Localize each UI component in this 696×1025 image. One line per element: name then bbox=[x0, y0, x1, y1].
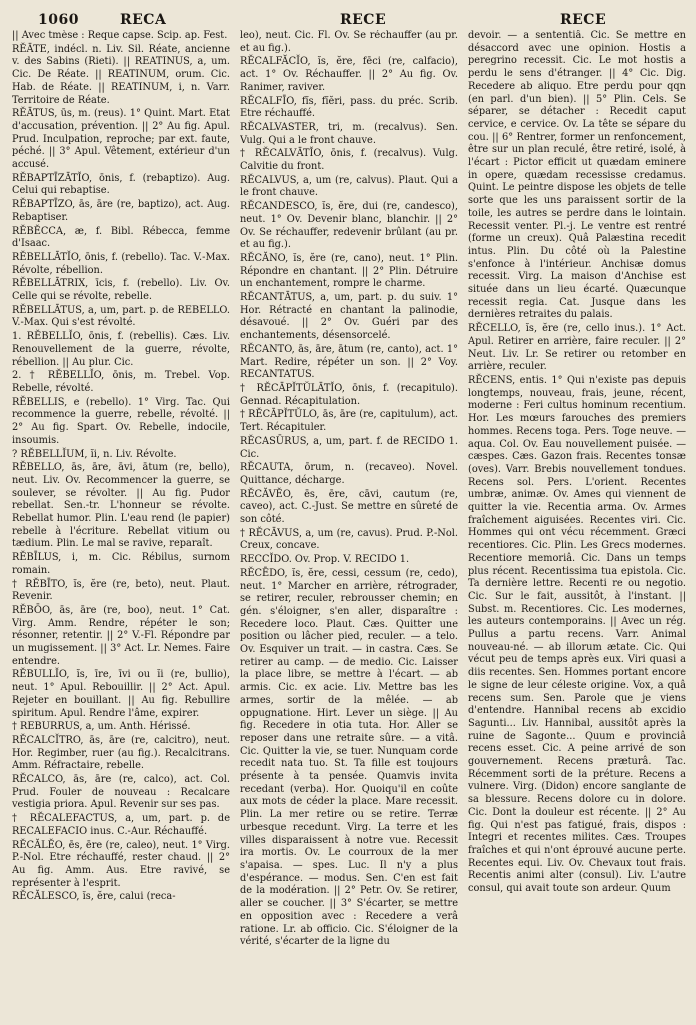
dictionary-entry: RĔCAUTA, ōrum, n. (recaveo). Novel. Quittance, décharge. bbox=[240, 462, 458, 486]
dictionary-entry: RĔBELLĀTUS, a, um, part. p. de REBELLO. V.-Max. Qui s'est révolté. bbox=[12, 304, 230, 329]
dictionary-entry: leo), neut. Cic. Fl. Ov. Se réchauffer (au pr. et au fig.). bbox=[240, 30, 458, 54]
dictionary-entry: RĔCALFĂCĬO, ĭs, ĕre, fēci (re, calfacio), act. 1° Ov. Réchauffer. || 2° Au fig. Ov. Ranimer, raviver. bbox=[240, 56, 458, 93]
dictionary-entry: RĔCANTO, ās, āre, ātum (re, canto), act. 1° Mart. Redire, répéter un son. || 2° Voy. RECANTATUS. bbox=[240, 343, 458, 381]
dictionary-entry: RĔCĂLĔO, ēs, ēre (re, caleo), neut. 1° Virg. P.-Nol. Etre réchauffé, rester chaud. || 2° Au fig. Amm. Aus. Etre ravivé, se représenter à l'esprit. bbox=[12, 839, 230, 889]
dictionary-entry: RĔCALCĬTRO, ās, āre (re, calcitro), neut. Hor. Regimber, ruer (au fig.). Recalcitrans. Amm. Réfractaire, rebelle. bbox=[12, 734, 230, 772]
dictionary-entry: RĔCASŪRUS, a, um, part. f. de RECIDO 1. Cic. bbox=[240, 435, 458, 460]
header-word-right: RECE bbox=[560, 12, 607, 28]
page-number: 1060 bbox=[38, 12, 79, 28]
dictionary-entry: RĔBAPTĪZĀTĬO, ōnis, f. (rebaptizo). Aug. Celui qui rebaptise. bbox=[12, 172, 230, 197]
dictionary-entry: devoir. — a sententiâ. Cic. Se mettre en désaccord avec une opinion. Hostis a peregrino recessit. Cic. Le mot hostis a perdu le sens d'étranger. || 4° Cic. Dig. Recedere ab aliquo. Etre perdu pour qqn (en parl. d'un bien). || 5° Plin. Cels. Se séparer, se détacher : Recedit caput cervice, e cervice. Ov. La tête se sépare du cou. || 6° Rentrer, former un renfoncement, être sur un plan reculé, être retiré, isolé, à l'écart : Pictor efficit ut quædam eminere in opere, quædam recessisse credamus. Quint. Le peintre dispose les objets de telle sorte que les uns paraissent sortir de la toile, les autres se perdre dans le lointain. Recessit venter. Pl.-j. Le ventre est rentré (forme un creux). Quâ Palæstina recedit intus. Plin. Du côté où la Palestine s'enfonce à l'intérieur. Anchisæ domus recessit. Virg. La maison d'Anchise est située dans un lieu écarté. Quæcunque recessit regia. Cat. Jusque dans les dernières retraites du palais. bbox=[468, 30, 686, 321]
dictionary-entry: † RĔCĀPĬTŬLĀTĬO, ōnis, f. (recapitulo). Gennad. Récapitulation. bbox=[240, 382, 458, 407]
column-right bbox=[468, 30, 686, 1020]
running-header bbox=[12, 8, 686, 30]
dictionary-entry: RĔĀTUS, ūs, m. (reus). 1° Quint. Mart. Etat d'accusation, prévention. || 2° Au fig. Apul. Prud. Inculpation, reproche; par ext. faute, péché. || 3° Apul. Vêtement, extérieur d'un accusé. bbox=[12, 108, 230, 171]
dictionary-entry: RĔCELLO, ĭs, ĕre (re, cello inus.). 1° Act. Apul. Retirer en arrière, faire reculer. || 2° Neut. Liv. Lr. Se retirer ou retomber en arrière, reculer. bbox=[468, 323, 686, 373]
dictionary-entry: RĔBELLĀTRIX, īcis, f. (rebello). Liv. Ov. Celle qui se révolte, rebelle. bbox=[12, 278, 230, 303]
dictionary-entry: 2. † RĔBELLĬO, ōnis, m. Trebel. Vop. Rebelle, révolté. bbox=[12, 370, 230, 394]
dictionary-entry: RĔBŌO, ās, āre (re, boo), neut. 1° Cat. Virg. Amm. Rendre, répéter le son; résonner, retentir. || 2° V.-Fl. Répondre par un mugissement. || 3° Act. Lr. Nemes. Faire entendre. bbox=[12, 604, 230, 667]
dictionary-entry: ? RĔBELLĬUM, ĭi, n. Liv. Révolte. bbox=[12, 448, 177, 460]
dictionary-entry: RĔCANTĀTUS, a, um, part. p. du suiv. 1° Hor. Rétracté en chantant la palinodie, désavoué. || 2° Ov. Guéri par des enchantements, désensorcelé. bbox=[240, 292, 458, 342]
dictionary-entry: RĔBELLĀTĬO, ōnis, f. (rebello). Tac. V.-Max. Révolte, rébellion. bbox=[12, 251, 230, 276]
dictionary-entry: † REBURRUS, a, um. Anth. Hérissé. bbox=[12, 721, 191, 733]
dictionary-entry: RĔCĂLESCO, ĭs, ĕre, calui (reca- bbox=[12, 891, 176, 903]
dictionary-entry: † RĔCALEFACTUS, a, um, part. p. de RECALEFACIO inus. C.-Aur. Réchauffé. bbox=[12, 813, 230, 837]
dictionary-entry: RECCĬDO. Ov. Prop. V. RECIDO 1. bbox=[240, 554, 410, 566]
column-center bbox=[240, 30, 458, 1020]
dictionary-entry: RĔCANDESCO, ĭs, ĕre, dui (re, candesco), neut. 1° Ov. Devenir blanc, blanchir. || 2° Ov. Se réchauffer, redevenir brûlant (au pr. et au fig.). bbox=[240, 201, 458, 251]
dictionary-entry: RĔCALVUS, a, um (re, calvus). Plaut. Qui a le front chauve. bbox=[240, 174, 458, 199]
dictionary-entry: † RĔCALVĀTĬO, ōnis, f. (recalvus). Vulg. Calvitie du front. bbox=[240, 148, 458, 173]
dictionary-entry: RĔBELLIS, e (rebello). 1° Virg. Tac. Qui recommence la guerre, rebelle, révolté. || 2° Au fig. Spart. Ov. Rebelle, indocile, insoumis. bbox=[12, 396, 230, 446]
dictionary-entry: RĔĀTE, indécl. n. Liv. Sil. Réate, ancienne v. des Sabins (Rieti). || REATINUS, a, um. Cic. De Réate. || REATINUM, orum. Cic. Hab. de Réate. || REATINUM, i, n. Varr. Territoire de Réate. bbox=[12, 43, 230, 106]
header-word-center: RECE bbox=[340, 12, 387, 28]
dictionary-entry: RĔBULLĬO, ĭs, īre, īvi ou ĭi (re, bullio), neut. 1° Apul. Rebouillir. || 2° Act. Apul. Rejeter en bouillant. || Au fig. Rebullire spiritum. Apul. Rendre l'âme, expirer. bbox=[12, 669, 230, 719]
dictionary-entry: RĔBĔCCA, æ, f. Bibl. Rébecca, femme d'Isaac. bbox=[12, 225, 230, 250]
dictionary-entry: RĔCALFĪO, fĭs, fĭĕri, pass. du préc. Scrib. Etre réchauffé. bbox=[240, 95, 458, 120]
dictionary-entry: RĔCĒDO, ĭs, ĕre, cessi, cessum (re, cedo), neut. 1° Marcher en arrière, rétrograder, se retirer, reculer, rebrousser chemin; en gén. s'éloigner, s'en aller, disparaître : Recedere loco. Plaut. Cæs. Quitter une position ou lâcher pied, reculer. — a telo. Ov. Esquiver un trait. — in castra. Cæs. Se retirer au camp. — de medio. Cic. Laisser la place libre, se mettre à l'écart. — ab armis. Cic. ex acie. Liv. Mettre bas les armes, sortir de la mêlée. — ab oppugnatione. Hirt. Lever un siège. || Au fig. Recedere in otia tuta. Hor. Aller se reposer dans une retraite sûre. — a vitâ. Cic. Quitter la vie, se tuer. Nunquam corde recedit nata tuo. St. Ta fille est toujours présente à ta pensée. Quamvis invita recedant (verba). Hor. Quoiqu'il en coûte aux mots de céder la place. Mare recessit. Plin. La mer retire ou se retire. Terræ urbesque recedunt. Virg. La terre et les villes disparaissent à notre vue. Recessit ira mortis. Ov. Le courroux de la mer s'apaisa. — spes. Luc. Il n'y a plus d'espérance. — modus. Sen. C'en est fait de la modération. || 2° Petr. Ov. Se retirer, aller se coucher. || 3° S'écarter, se mettre en opposition avec : Recedere a verâ ratione. Lr. ab officio. Cic. S'éloigner de la vérité, s'écarter de la ligne du bbox=[240, 567, 458, 948]
dictionary-entry: RĔBĪLUS, i, m. Cic. Rébilus, surnom romain. bbox=[12, 552, 230, 576]
dictionary-entry: RĔBELLO, ās, āre, āvi, ātum (re, bello), neut. Liv. Ov. Recommencer la guerre, se soulever, se révolter. || Au fig. Pudor rebellat. Sen.-tr. L'honneur se révolte. Rebellat humor. Plin. L'eau rend (le papier) rebelle à l'écriture. Rebellat vitium ou tædium. Plin. Le mal se ravive, reparaît. bbox=[12, 462, 230, 550]
dictionary-entry: † RĔBĪTO, ĭs, ĕre (re, beto), neut. Plaut. Revenir. bbox=[12, 578, 230, 603]
dictionary-entry: RĔCENS, entis. 1° Qui n'existe pas depuis longtemps, nouveau, frais, jeune, récent, moderne : Feri cultus hominum recentium. Hor. Les mœurs farouches des premiers hommes. Recens toga. Pers. Toge neuve. — aqua. Col. Ov. Eau nouvellement puisée. — cæspes. Cæs. Gazon frais. Recentes tonsæ (oves). Varr. Brebis nouvellement tondues. Recens sol. Pers. L'orient. Recentes umbræ, animæ. Ov. Ames qui viennent de quitter la vie. Recentia arma. Ov. Armes fraîchement aiguisées. Recentes viri. Cic. Hommes qui ont vécu récemment. Græci recentiores. Cic. Plin. Les Grecs modernes. Recentiore memoriâ. Cic. Dans un temps plus récent. Recentissima tua epistola. Cic. Ta dernière lettre. Recenti re ou negotio. Cic. Sur le fait, aussitôt, à l'instant. || Subst. m. Recentiores. Cic. Les modernes, les auteurs contemporains. || Avec un rég. Pullus a partu recens. Varr. Animal nouveau-né. — ab illorum ætate. Cic. Qui vécut peu de temps après eux. Viri quasi a diis recentes. Sen. Hommes portant encore le signe de leur céleste origine. Vox, a quâ recens sum. Sen. Parole que je viens d'entendre. Hannibal recens ab excidio Sagunti... Liv. Hannibal, aussitôt après la ruine de Sagonte... Quum e provinciâ recens esset. Cic. A peine arrivé de son gouvernement. Recens præturâ. Tac. Récemment sorti de la préture. Recens a vulnere. Virg. (Didon) encore sanglante de sa blessure. Recens dolore cu in dolore. Cic. Dont la douleur est récente. || 2° Au fig. Qui n'est pas fatigué, frais, dispos : Integri et recentes milites. Cæs. Troupes fraîches et qui n'ont éprouvé aucune perte. Recentes equi. Liv. Ov. Chevaux tout frais. Recentis animi alter (consul). Liv. L'autre consul, qui avait toute son ardeur. Quum bbox=[468, 374, 686, 895]
header-word-left: RECA bbox=[120, 12, 167, 28]
dictionary-entry: 1. RĔBELLĬO, ōnis, f. (rebellis). Cæs. Liv. Renouvellement de la guerre, révolte, rébellion. || Au plur. Cic. bbox=[12, 331, 230, 368]
dictionary-entry: RĔCALCO, ās, āre (re, calco), act. Col. Prud. Fouler de nouveau : Recalcare vestigia priora. Apul. Revenir sur ses pas. bbox=[12, 774, 230, 811]
dictionary-entry: † RĔCĀPĬTŬLO, ās, āre (re, capitulum), act. Tert. Récapituler. bbox=[240, 409, 458, 434]
text-columns bbox=[12, 30, 686, 1020]
dictionary-entry: RĔCALVASTER, tri, m. (recalvus). Sen. Vulg. Qui a le front chauve. bbox=[240, 121, 458, 146]
dictionary-entry: † RĔCĀVUS, a, um (re, cavus). Prud. P.-Nol. Creux, concave. bbox=[240, 527, 458, 552]
column-left bbox=[12, 30, 230, 1020]
dictionary-entry: RĔCĂVĔO, ēs, ēre, cāvi, cautum (re, caveo), act. C.-Just. Se mettre en sûreté de son côté. bbox=[240, 488, 458, 526]
dictionary-entry: RĔBAPTĪZO, ās, āre (re, baptizo), act. Aug. Rebaptiser. bbox=[12, 199, 230, 223]
dictionary-entry: || Avec tmèse : Reque capse. Scip. ap. Fest. bbox=[12, 30, 228, 41]
dictionary-entry: RĔCĂNO, ĭs, ĕre (re, cano), neut. 1° Plin. Répondre en chantant. || 2° Plin. Détruire un enchantement, rompre le charme. bbox=[240, 252, 458, 290]
